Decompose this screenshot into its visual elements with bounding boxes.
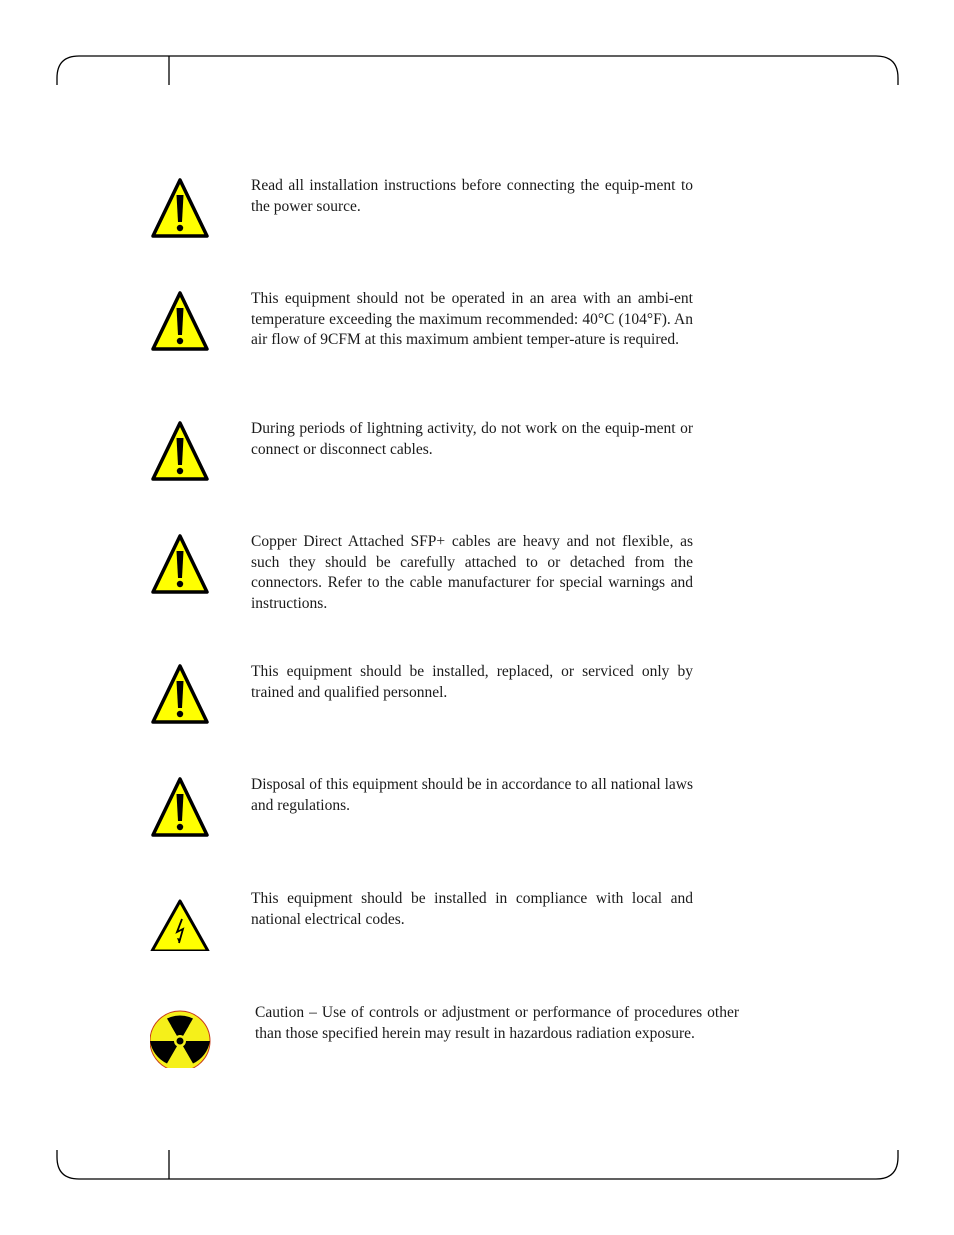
radiation-icon [150, 1006, 212, 1068]
warning-icon [150, 775, 212, 837]
notice-text: During periods of lightning activity, do not work on the equip-ment or connect or disconnect cables. [251, 420, 693, 458]
notice-text: Caution – Use of controls or adjustment or performance of procedures other than those specified herein may result in hazardous radiation exposure. [255, 1004, 739, 1042]
safety-notice [150, 419, 750, 509]
notice-text: This equipment should be installed in compliance with local and national electrical codes. [251, 890, 693, 928]
warning-icon [150, 662, 212, 724]
notice-text: Read all installation instructions before connecting the equip-ment to the power source. [251, 177, 693, 215]
warning-icon [150, 532, 212, 594]
safety-notice [150, 1003, 750, 1093]
safety-notice [150, 176, 750, 266]
electrical-hazard-icon [150, 889, 212, 951]
warning-icon [150, 419, 212, 481]
notice-text: Copper Direct Attached SFP+ cables are heavy and not flexible, as such they should be carefully attached to or detached from the connectors. Refer to the cable manufacturer for special warnings and instructions. [251, 533, 693, 612]
warning-icon [150, 289, 212, 351]
safety-notice [150, 889, 750, 979]
safety-notice [150, 289, 750, 379]
notice-text: This equipment should not be operated in an area with an ambi-ent temperature exceeding the maximum recommended: 40°C (104°F). An air flow of 9CFM at this maximum ambient temper-ature is required. [251, 290, 693, 348]
notice-text: Disposal of this equipment should be in accordance to all national laws and regulations. [251, 776, 693, 814]
warning-icon [150, 176, 212, 238]
safety-notice [150, 532, 750, 622]
safety-notice [150, 662, 750, 752]
safety-notice [150, 775, 750, 865]
notice-text: This equipment should be installed, replaced, or serviced only by trained and qualified personnel. [251, 663, 693, 701]
